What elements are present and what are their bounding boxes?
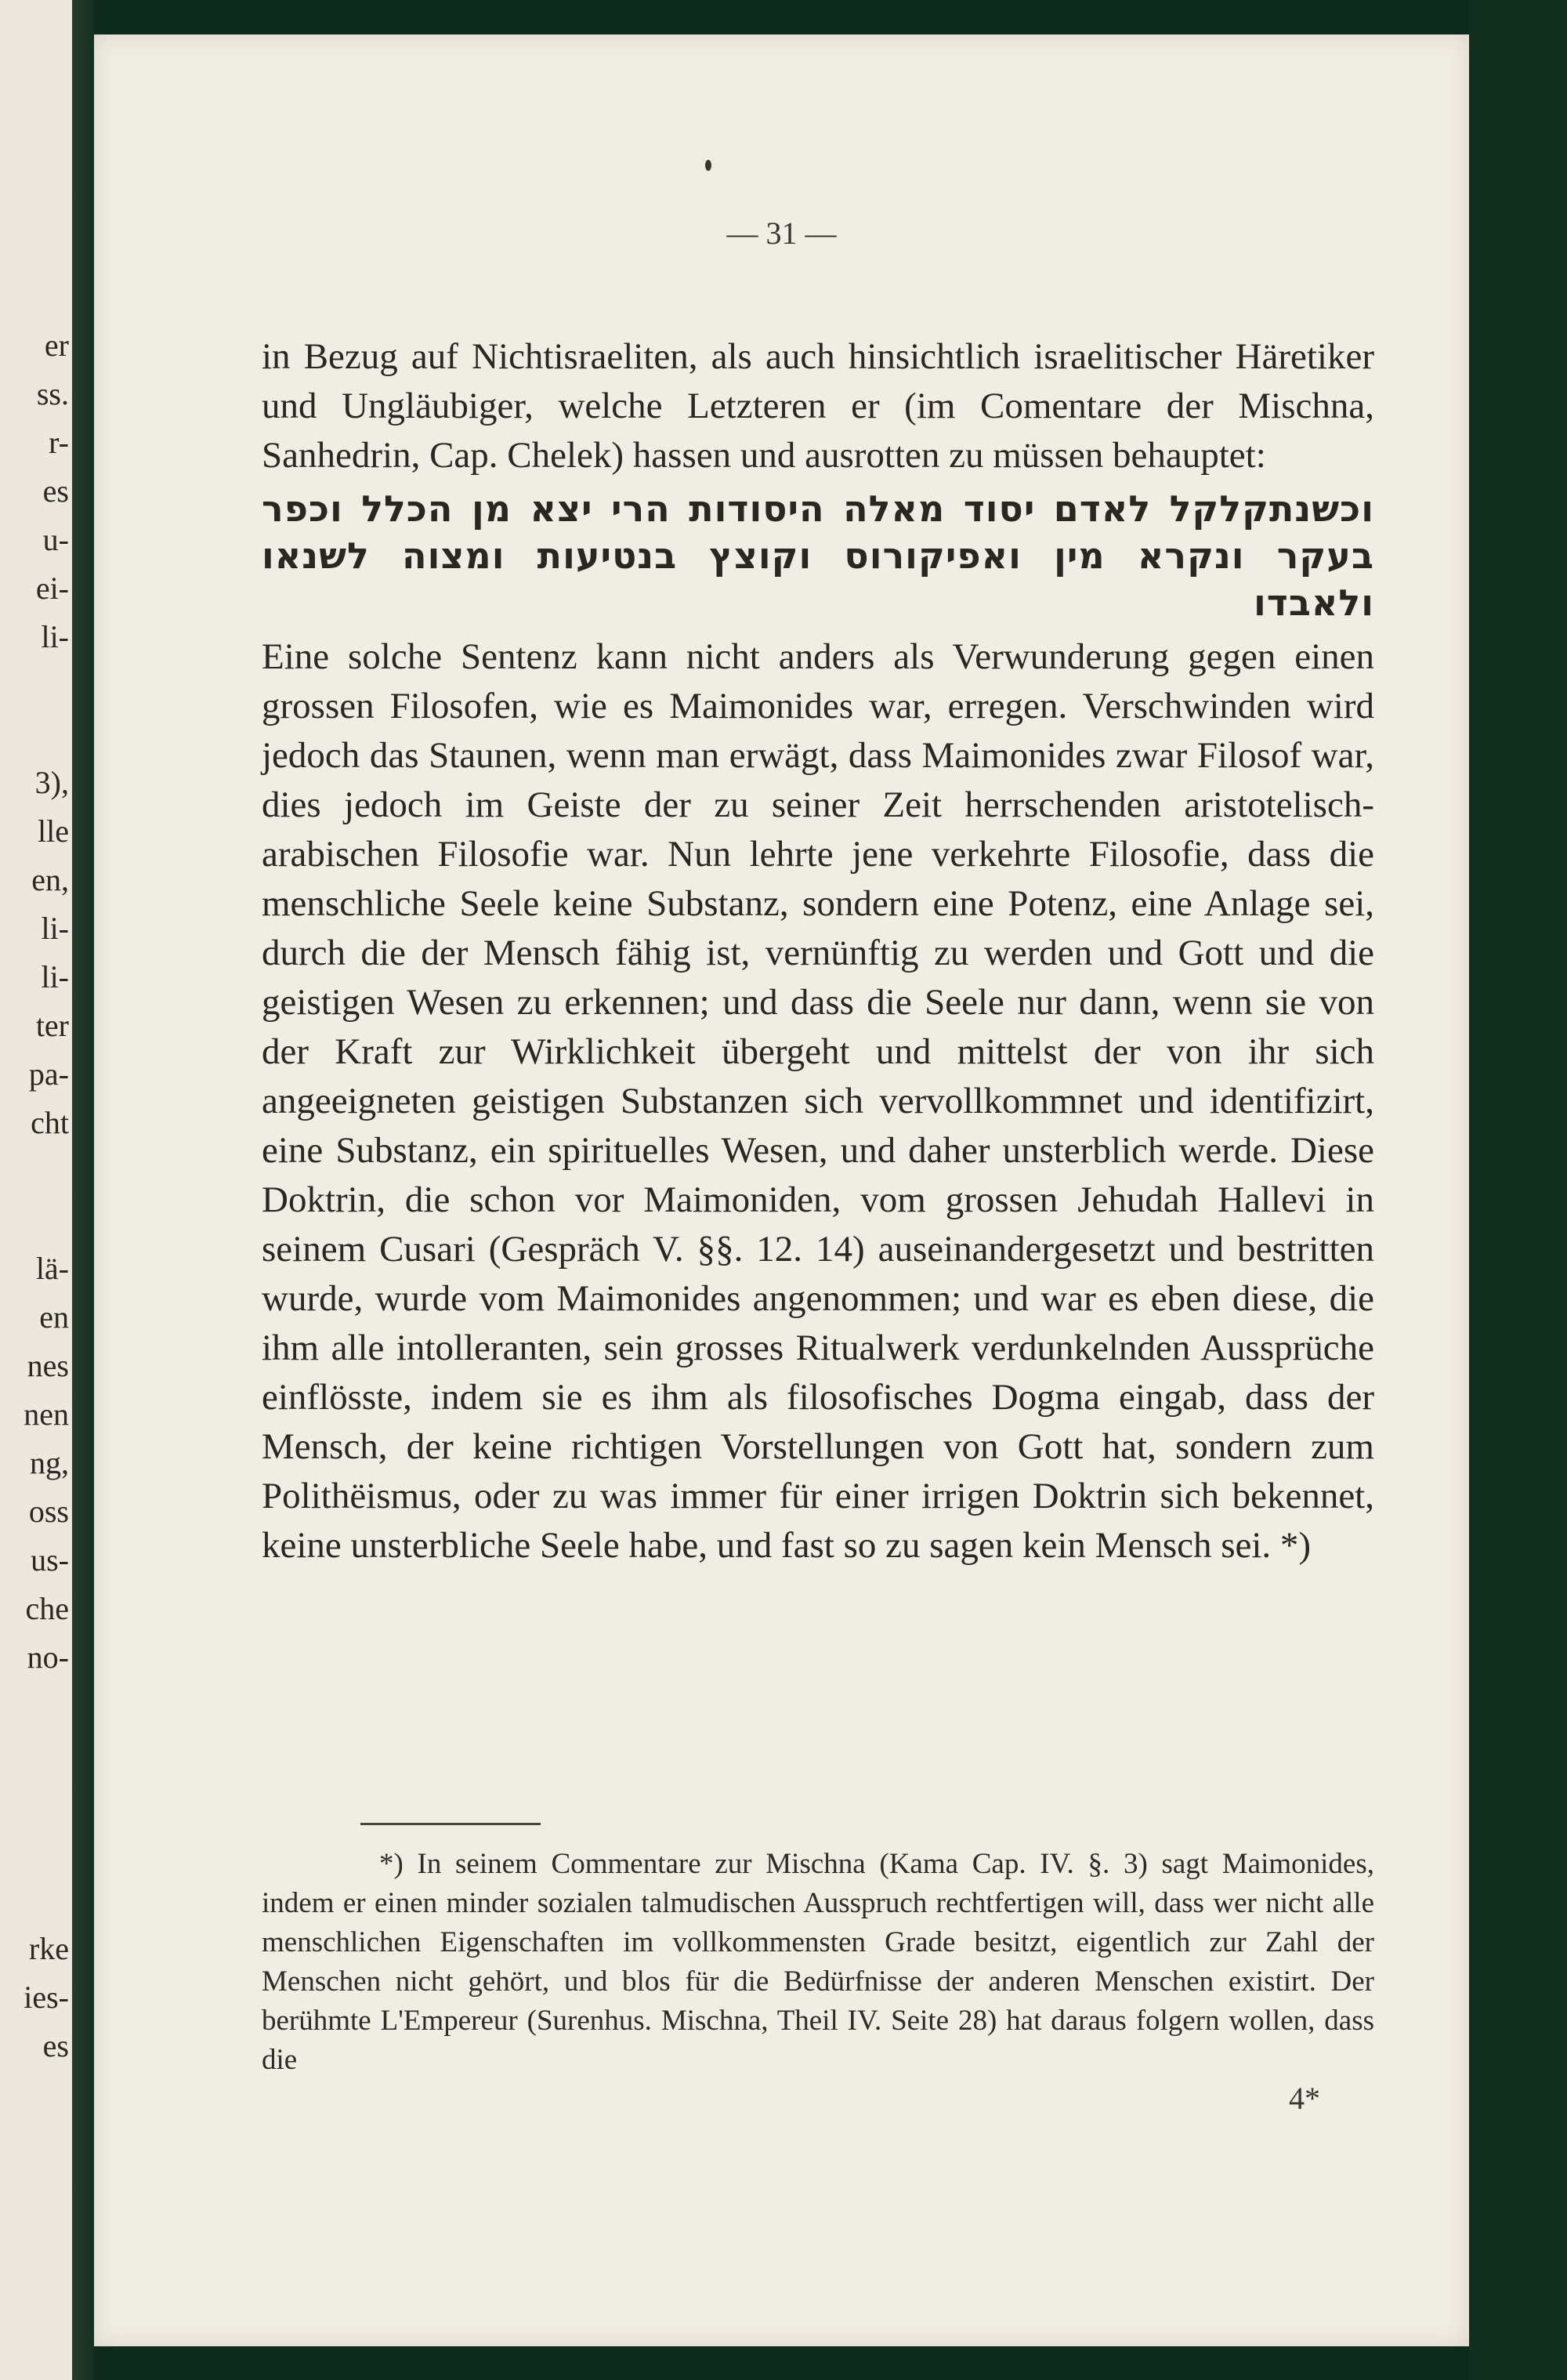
- footnote: [262, 1845, 1374, 2080]
- left-page-fragment: cht: [31, 1105, 69, 1140]
- left-page-fragment: [3, 1730, 69, 1779]
- left-page-fragment: [3, 1682, 69, 1730]
- left-page-fragment: ss.: [36, 376, 69, 411]
- left-page-fragment: li-: [41, 619, 69, 654]
- main-text: [262, 332, 1374, 1570]
- left-page-fragment: [3, 710, 69, 759]
- paragraph-1: in Bezug auf Nichtisraeliten, als auch hinsichtlich israelitischer Häretiker und Ungläubiger, welche Letzteren er (im Comentare der Mischna, Sanhedrin, Cap. Chelek) hassen und ausrotten zu müssen behauptet:: [262, 336, 1374, 476]
- left-page-fragment: no-: [27, 1639, 69, 1675]
- left-page-fragment: lä-: [35, 1251, 69, 1286]
- left-page-fragment: lle: [38, 813, 69, 849]
- hebrew-quotation: וכשנתקלקל לאדם יסוד מאלה היסודות הרי יצא מן הכלל וכפר בעקר ונקרא מין ואפיקורוס וקוצץ בנטיעות ומצוה לשנאו ולאבדו: [262, 487, 1374, 624]
- footnote-divider: [360, 1823, 541, 1825]
- left-page-fragment: che: [25, 1591, 69, 1626]
- signature-mark: 4*: [1289, 2081, 1320, 2116]
- left-page-fragment: [3, 1779, 69, 1828]
- page-number: — 31 —: [726, 216, 837, 251]
- ink-speck: [705, 160, 711, 171]
- left-page-fragment: es: [42, 2028, 69, 2063]
- book-gutter: [72, 0, 94, 2380]
- left-page-text-fragments: [3, 321, 69, 2070]
- left-page-fragment: rke: [28, 1931, 69, 1966]
- left-page-fragment: li-: [41, 911, 69, 946]
- left-page-fragment: ies-: [24, 1980, 69, 2015]
- left-page-fragment: oss: [28, 1494, 69, 1529]
- footnote-text: *) In seinem Commentare zur Mischna (Kama Cap. IV. §. 3) sagt Maimonides, indem er einen minder sozialen talmudischen Ausspruch rechtfertigen will, dass wer nicht alle menschlichen Eigenschaften im vollkommensten Grade besitzt, eigentlich zur Zahl der Menschen nicht gehört, und blos für die Bedürfnisse der anderen Menschen existirt. Der berühmte L'Empereur (Surenhus. Mischna, Theil IV. Seite 28) hat daraus folgern wollen, dass die: [262, 1848, 1374, 2076]
- left-page-fragment: er: [44, 328, 69, 363]
- left-page-fragment: ei-: [35, 571, 69, 606]
- left-page-fragment: li-: [41, 959, 69, 994]
- left-page-fragment: [3, 1147, 69, 1196]
- left-page-fragment: nes: [27, 1348, 69, 1383]
- left-page-fragment: pa-: [28, 1056, 69, 1092]
- left-page-fragment: 3),: [34, 765, 69, 800]
- left-page-fragment: [3, 1828, 69, 1876]
- book-cover-edge: [1469, 0, 1567, 2380]
- left-page-fragment: r-: [49, 425, 69, 460]
- left-page-fragment: us-: [31, 1542, 69, 1578]
- left-page-fragment: nen: [24, 1396, 69, 1432]
- left-page-fragment: en,: [31, 862, 69, 897]
- left-page-fragment: u-: [42, 522, 69, 557]
- left-page-fragment: [3, 661, 69, 710]
- left-page-fragment: en: [39, 1299, 69, 1335]
- left-page-fragment: [3, 1876, 69, 1925]
- left-page-fragment: es: [42, 473, 69, 509]
- left-page-edge: [0, 0, 74, 2380]
- book-page: [94, 34, 1469, 2346]
- left-page-fragment: ng,: [30, 1445, 69, 1480]
- paragraph-2: Eine solche Sentenz kann nicht anders als Verwunderung gegen einen grossen Filosofen, wie es Maimonides war, erregen. Verschwinden wird jedoch das Staunen, wenn man erwägt, dass Maimonides zwar Filosof war, dies jedoch im Geiste der zu seiner Zeit herrschenden aristotelisch-arabischen Filosofie war. Nun lehrte jene verkehrte Filosofie, dass die menschliche Seele keine Substanz, sondern eine Potenz, eine Anlage sei, durch die der Mensch fähig ist, vernünftig zu werden und Gott und die geistigen Wesen zu erkennen; und dass die Seele nur dann, wenn sie von der Kraft zur Wirklichkeit übergeht und mittelst der von ihr sich angeeigneten geistigen Substanzen sich vervollkommnet und identifizirt, eine Substanz, ein spirituelles Wesen, und daher unsterblich werde. Diese Doktrin, die schon vor Maimoniden, vom grossen Jehudah Hallevi in seinem Cusari (Gespräch V. §§. 12. 14) auseinandergesetzt und bestritten wurde, wurde vom Maimonides angenommen; und war es eben diese, die ihm alle intolleranten, sein grosses Ritualwerk verdunkelnden Aussprüche einflösste, indem sie es ihm als filosofisches Dogma eingab, dass der Mensch, der keine richtigen Vorstellungen von Gott hat, sondern zum Polithëismus, oder zu was immer für einer irrigen Doktrin sich bekennet, keine unsterbliche Seele habe, und fast so zu sagen kein Mensch sei. *): [262, 636, 1374, 1566]
- left-page-fragment: [3, 1196, 69, 1244]
- left-page-fragment: ter: [35, 1008, 69, 1043]
